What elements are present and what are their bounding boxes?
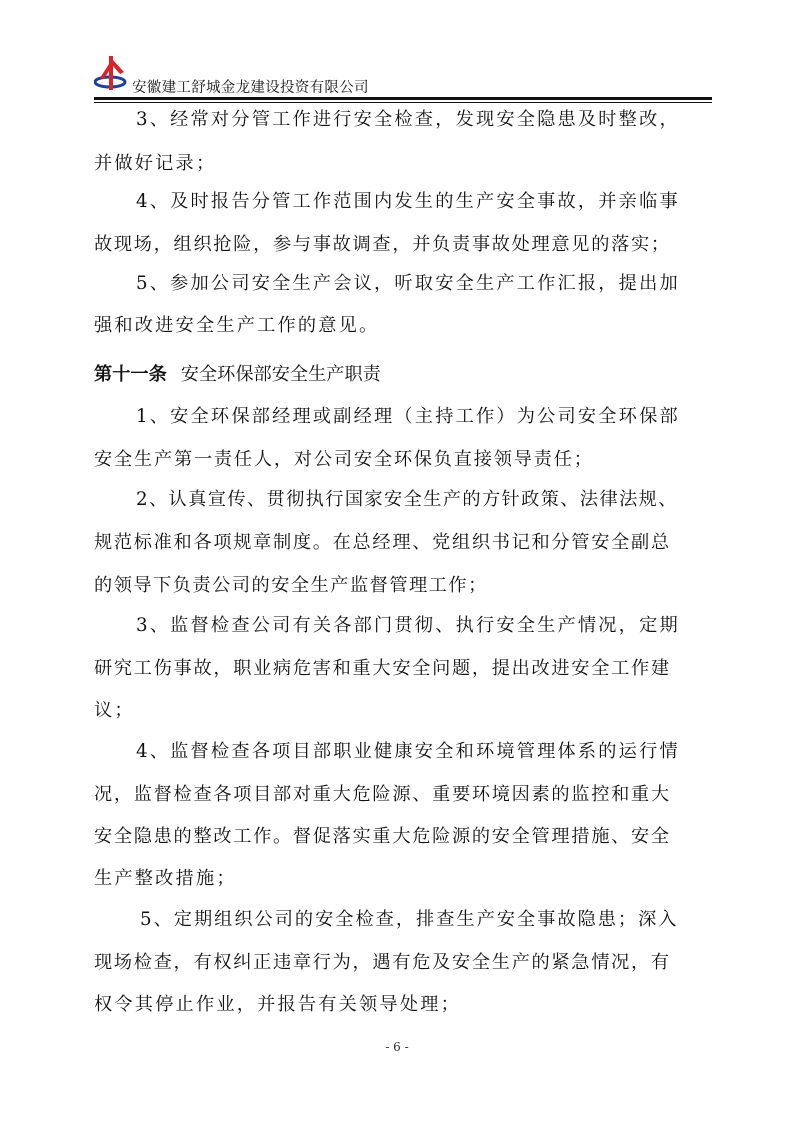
paragraph-line: 的领导下负责公司的安全生产监督管理工作； bbox=[94, 575, 488, 596]
article-number: 第十一条 bbox=[94, 364, 167, 385]
paragraph-line: 5、定期组织公司的安全检查，排查生产安全事故隐患；深入 bbox=[140, 909, 679, 930]
paragraph-line: 5、参加公司安全生产会议，听取安全生产工作汇报，提出加 bbox=[136, 273, 680, 294]
paragraph-line: 研究工伤事故，职业病危害和重大安全问题，提出改进安全工作建 bbox=[94, 658, 671, 679]
paragraph-line: 生产整改措施； bbox=[94, 868, 237, 889]
paragraph-line: 议； bbox=[94, 700, 135, 721]
paragraph-line: 2、认真宣传、贯彻执行国家安全生产的方针政策、法律法规、 bbox=[136, 489, 678, 510]
paragraph-line: 安全生产第一责任人，对公司安全环保负直接领导责任； bbox=[94, 449, 594, 470]
paragraph-line: 3、监督检查公司有关各部门贯彻、执行安全生产情况，定期 bbox=[136, 615, 680, 636]
paragraph-line: 权令其停止作业，并报告有关领导处理； bbox=[94, 994, 461, 1015]
paragraph-line: 况，监督检查各项目部对重大危险源、重要环境因素的监控和重大 bbox=[94, 784, 671, 805]
paragraph-line: 安全隐患的整改工作。督促落实重大危险源的安全管理措施、安全 bbox=[94, 826, 671, 847]
page-number: - 6 - bbox=[385, 1040, 409, 1054]
paragraph-line: 3、经常对分管工作进行安全检查，发现安全隐患及时整改， bbox=[136, 109, 680, 130]
article-name: 安全环保部安全生产职责 bbox=[180, 364, 381, 385]
paragraph-line: 强和改进安全生产工作的意见。 bbox=[94, 315, 380, 336]
paragraph-line: 4、及时报告分管工作范围内发生的生产安全事故，并亲临事 bbox=[136, 191, 680, 212]
paragraph-line: 4、监督检查各项目部职业健康安全和环境管理体系的运行情 bbox=[136, 741, 680, 762]
article-heading bbox=[94, 363, 381, 387]
paragraph-line: 并做好记录； bbox=[94, 153, 217, 174]
paragraph-line: 现场检查，有权纠正违章行为，遇有危及安全生产的紧急情况，有 bbox=[94, 952, 671, 973]
paragraph-line: 规范标准和各项规章制度。在总经理、党组织书记和分管安全副总 bbox=[94, 532, 671, 553]
paragraph-line: 1、安全环保部经理或副经理（主持工作）为公司安全环保部 bbox=[136, 406, 680, 427]
paragraph-line: 故现场，组织抢险，参与事故调查，并负责事故处理意见的落实； bbox=[94, 234, 671, 255]
company-name: 安徽建工舒城金龙建设投资有限公司 bbox=[132, 80, 369, 96]
